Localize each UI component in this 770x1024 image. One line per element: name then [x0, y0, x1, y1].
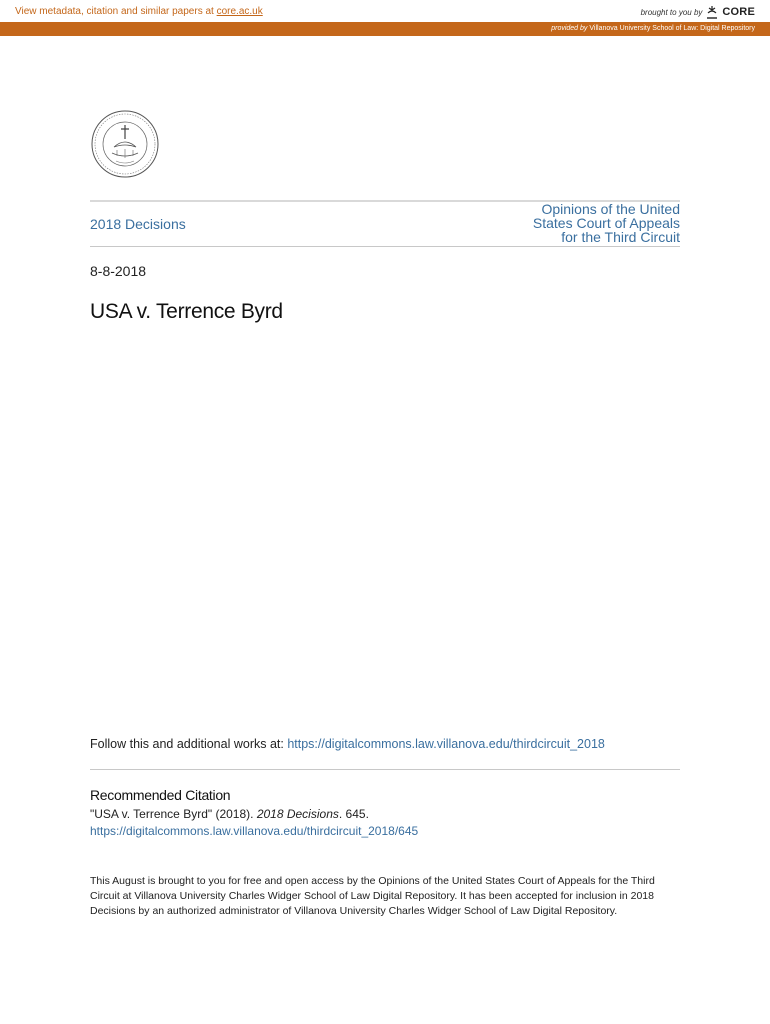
document-title: USA v. Terrence Byrd — [90, 300, 283, 323]
provided-by[interactable] — [551, 25, 755, 32]
core-ac-uk-link[interactable]: core.ac.uk — [216, 6, 263, 17]
villanova-seal-icon — [90, 109, 160, 179]
citation-text — [90, 807, 369, 821]
citation-suffix: . 645. — [338, 807, 369, 821]
core-label: CORE — [722, 6, 755, 18]
court-link-line1: Opinions of the United — [541, 201, 680, 217]
brought-to-you-by[interactable] — [641, 5, 755, 19]
follow-url-link[interactable]: https://digitalcommons.law.villanova.edu/thirdcircuit_2018 — [287, 737, 605, 751]
court-link[interactable] — [480, 202, 680, 244]
metadata-link-prefix: View metadata, citation and similar papers at — [15, 6, 217, 17]
series-link[interactable]: 2018 Decisions — [90, 216, 186, 232]
provider-bar — [0, 22, 770, 36]
court-link-line3: for the Third Circuit — [561, 229, 680, 245]
document-date: 8-8-2018 — [90, 263, 147, 279]
core-logo-icon — [706, 5, 718, 19]
core-header — [0, 0, 770, 22]
header-rule-bottom — [90, 246, 680, 247]
provided-by-prefix: provided by — [551, 25, 588, 32]
metadata-link[interactable] — [15, 6, 263, 17]
citation-series: 2018 Decisions — [256, 807, 339, 821]
follow-line — [90, 737, 605, 751]
citation-rule — [90, 769, 680, 770]
access-notice: This August is brought to you for free and open access by the Opinions of the United States Court of Appeals for the Third Circuit at Villanova University Charles Widger School of Law Digital Repository. It has been accepted for inclusion in 2018 Decisions by an authorized administrator of Villanova University Charles Widger School of Law Digital Repository. — [90, 875, 655, 917]
brought-to-you-label: brought to you by — [640, 7, 703, 17]
follow-prefix: Follow this and additional works at: — [90, 737, 288, 751]
citation-prefix: "USA v. Terrence Byrd" (2018). — [90, 807, 257, 821]
citation-url-link[interactable]: https://digitalcommons.law.villanova.edu/thirdcircuit_2018/645 — [90, 824, 419, 838]
recommended-citation-heading: Recommended Citation — [90, 787, 231, 803]
provided-by-source: Villanova University School of Law: Digital Repository — [589, 25, 755, 32]
court-link-line2: States Court of Appeals — [532, 215, 680, 231]
